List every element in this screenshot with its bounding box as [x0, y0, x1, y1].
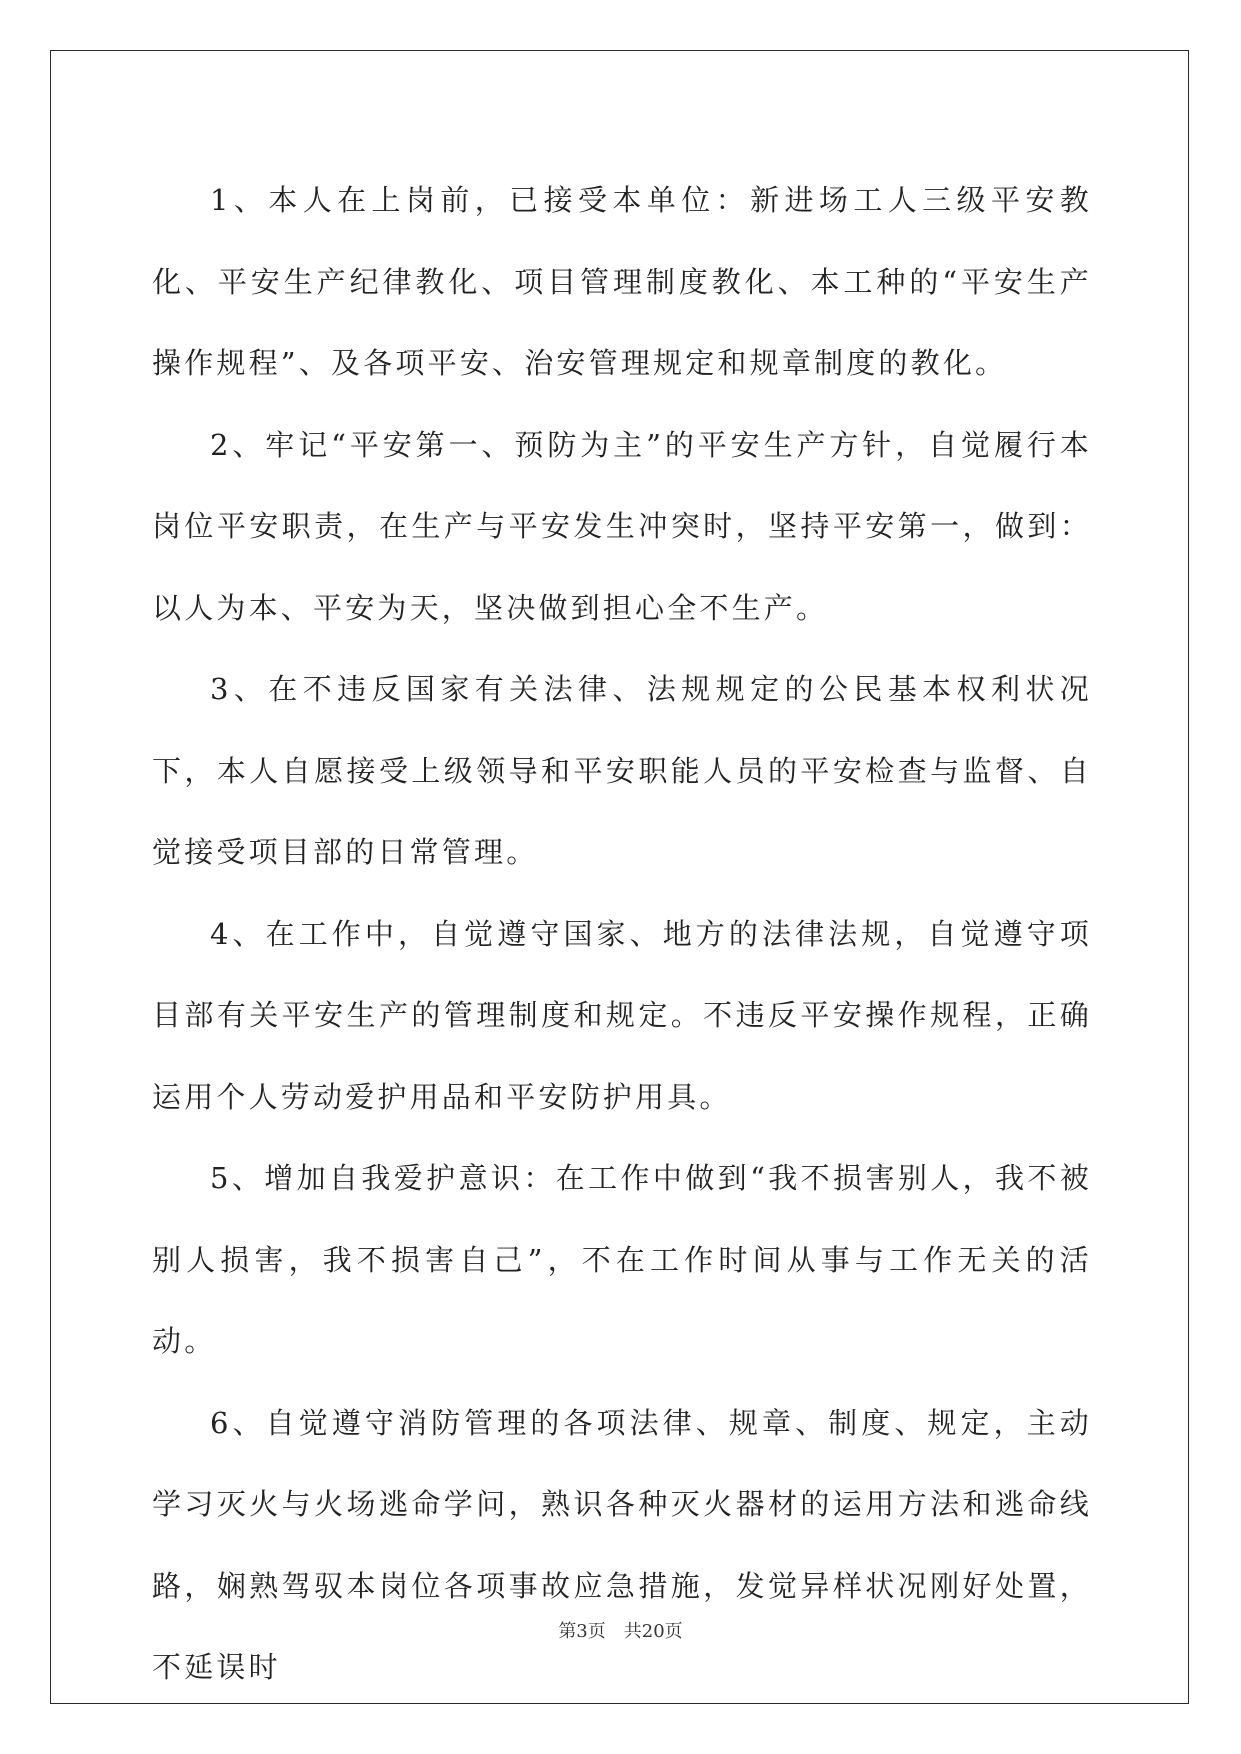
paragraph-3: 3、在不违反国家有关法律、法规规定的公民基本权利状况下，本人自愿接受上级领导和平安职能人员的平安检查与监督、自觉接受项目部的日常管理。: [152, 672, 1092, 869]
total-pages-label: 共20页: [623, 1621, 683, 1642]
current-page-label: 第3页: [558, 1621, 606, 1642]
paragraph-1: 1、本人在上岗前，已接受本单位：新进场工人三级平安教化、平安生产纪律教化、项目管理制度教化、本工种的“平安生产操作规程”、及各项平安、治安管理规定和规章制度的教化。: [152, 183, 1092, 380]
document-body: [152, 160, 1092, 1709]
paragraph-2: 2、牢记“平安第一、预防为主”的平安生产方针，自觉履行本岗位平安职责，在生产与平安发生冲突时，坚持平安第一，做到：以人为本、平安为天，坚决做到担心全不生产。: [152, 427, 1092, 625]
paragraph-5: 5、增加自我爱护意识：在工作中做到“我不损害别人，我不被别人损害，我不损害自己”，不在工作时间从事与工作无关的活动。: [152, 1161, 1092, 1358]
page-footer: [0, 1620, 1241, 1644]
paragraph-4: 4、在工作中，自觉遵守国家、地方的法律法规，自觉遵守项目部有关平安生产的管理制度和规定。不违反平安操作规程，正确运用个人劳动爱护用品和平安防护用具。: [152, 916, 1092, 1114]
paragraph-6: 6、自觉遵守消防管理的各项法律、规章、制度、规定，主动学习灭火与火场逃命学问，熟识各种灭火器材的运用方法和逃命线路，娴熟驾驭本岗位各项事故应急措施，发觉异样状况刚好处置，不延误时: [152, 1405, 1092, 1684]
